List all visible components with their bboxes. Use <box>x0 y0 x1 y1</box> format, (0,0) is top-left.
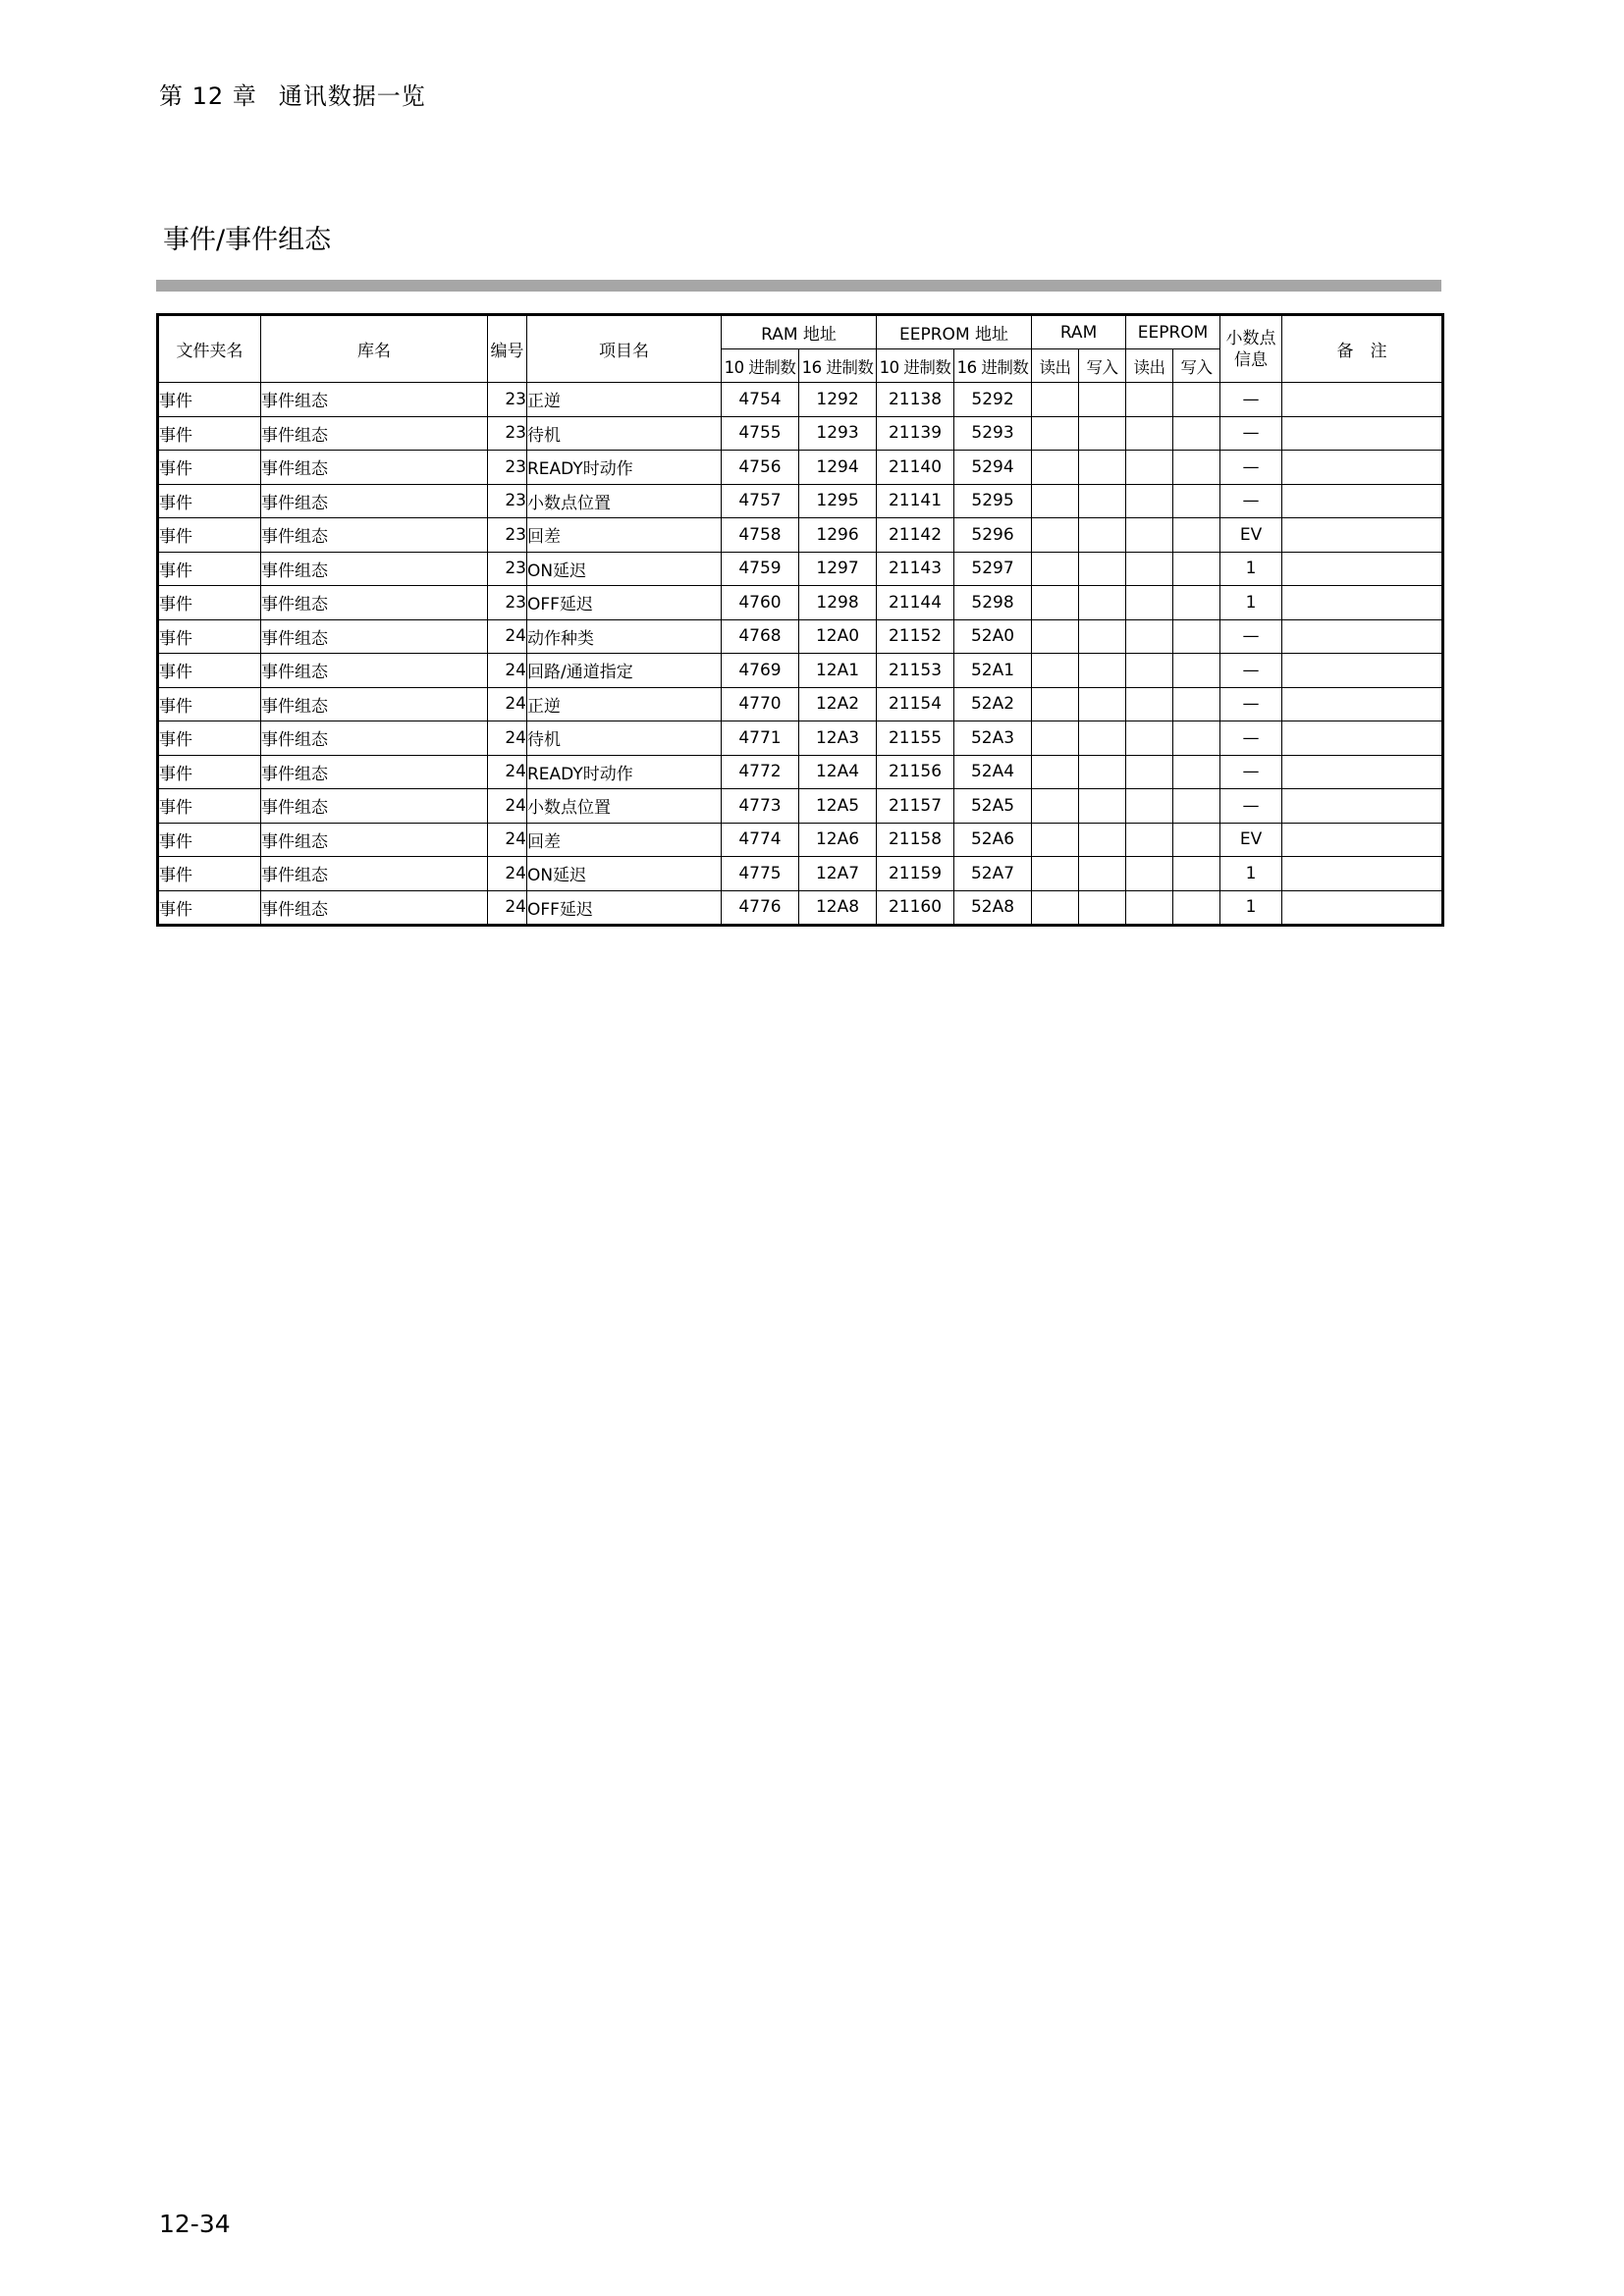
cell-eeprom-write <box>1173 451 1220 485</box>
cell-item: 小数点位置 <box>527 789 722 824</box>
cell-ram-hex: 1292 <box>799 383 877 417</box>
header-eeprom: EEPROM <box>1126 315 1220 349</box>
cell-eeprom-hex: 5298 <box>954 586 1032 620</box>
cell-item: 动作种类 <box>527 619 722 654</box>
table-row <box>158 755 1443 789</box>
cell-item: 小数点位置 <box>527 484 722 518</box>
cell-remarks <box>1282 823 1443 857</box>
cell-number: 24 <box>488 687 527 721</box>
cell-ram-hex: 1296 <box>799 518 877 553</box>
cell-number: 24 <box>488 857 527 891</box>
header-number: 编号 <box>488 315 527 383</box>
cell-eeprom-write <box>1173 654 1220 688</box>
cell-number: 24 <box>488 654 527 688</box>
cell-ram-dec: 4757 <box>722 484 799 518</box>
cell-eeprom-read <box>1126 383 1173 417</box>
cell-ram-read <box>1032 619 1079 654</box>
cell-ram-hex: 12A1 <box>799 654 877 688</box>
cell-number: 24 <box>488 721 527 756</box>
cell-ram-dec: 4754 <box>722 383 799 417</box>
cell-eeprom-read <box>1126 586 1173 620</box>
cell-item: READY时动作 <box>527 755 722 789</box>
cell-library: 事件组态 <box>261 619 488 654</box>
cell-item: ON延迟 <box>527 552 722 586</box>
cell-eeprom-read <box>1126 823 1173 857</box>
header-ram-address: RAM 地址 <box>722 315 877 349</box>
cell-ram-write <box>1079 518 1126 553</box>
cell-ram-read <box>1032 857 1079 891</box>
cell-ram-write <box>1079 586 1126 620</box>
table-row <box>158 789 1443 824</box>
cell-ram-write <box>1079 857 1126 891</box>
cell-ram-hex: 12A5 <box>799 789 877 824</box>
cell-decimal-info: 1 <box>1220 890 1282 926</box>
header-folder: 文件夹名 <box>158 315 261 383</box>
cell-remarks <box>1282 552 1443 586</box>
cell-eeprom-hex: 52A2 <box>954 687 1032 721</box>
cell-remarks <box>1282 857 1443 891</box>
cell-ram-hex: 1294 <box>799 451 877 485</box>
cell-ram-read <box>1032 416 1079 451</box>
cell-decimal-info: — <box>1220 484 1282 518</box>
cell-ram-hex: 12A0 <box>799 619 877 654</box>
cell-number: 23 <box>488 484 527 518</box>
cell-decimal-info: 1 <box>1220 552 1282 586</box>
cell-item: 待机 <box>527 721 722 756</box>
header-remarks: 备 注 <box>1282 315 1443 383</box>
cell-number: 23 <box>488 383 527 417</box>
cell-decimal-info: — <box>1220 383 1282 417</box>
cell-eeprom-dec: 21141 <box>877 484 954 518</box>
cell-eeprom-hex: 52A4 <box>954 755 1032 789</box>
cell-decimal-info: EV <box>1220 823 1282 857</box>
table-row <box>158 654 1443 688</box>
cell-remarks <box>1282 518 1443 553</box>
cell-eeprom-read <box>1126 721 1173 756</box>
table-row <box>158 721 1443 756</box>
cell-ram-dec: 4776 <box>722 890 799 926</box>
cell-ram-hex: 12A3 <box>799 721 877 756</box>
cell-eeprom-write <box>1173 687 1220 721</box>
cell-folder: 事件 <box>158 654 261 688</box>
cell-eeprom-hex: 52A0 <box>954 619 1032 654</box>
cell-folder: 事件 <box>158 687 261 721</box>
cell-item: READY时动作 <box>527 451 722 485</box>
cell-eeprom-read <box>1126 451 1173 485</box>
cell-ram-read <box>1032 755 1079 789</box>
cell-ram-hex: 1295 <box>799 484 877 518</box>
cell-ram-hex: 1293 <box>799 416 877 451</box>
cell-decimal-info: — <box>1220 654 1282 688</box>
cell-ram-dec: 4772 <box>722 755 799 789</box>
cell-ram-hex: 12A2 <box>799 687 877 721</box>
cell-item: 正逆 <box>527 687 722 721</box>
cell-eeprom-read <box>1126 552 1173 586</box>
cell-ram-read <box>1032 789 1079 824</box>
cell-ram-write <box>1079 451 1126 485</box>
cell-number: 24 <box>488 890 527 926</box>
chapter-heading <box>159 77 426 111</box>
cell-remarks <box>1282 721 1443 756</box>
cell-eeprom-hex: 52A6 <box>954 823 1032 857</box>
cell-ram-write <box>1079 789 1126 824</box>
cell-eeprom-hex: 52A1 <box>954 654 1032 688</box>
cell-library: 事件组态 <box>261 451 488 485</box>
cell-ram-hex: 1298 <box>799 586 877 620</box>
cell-ram-hex: 12A4 <box>799 755 877 789</box>
cell-ram-read <box>1032 451 1079 485</box>
cell-eeprom-dec: 21157 <box>877 789 954 824</box>
cell-library: 事件组态 <box>261 586 488 620</box>
table-row <box>158 383 1443 417</box>
cell-item: ON延迟 <box>527 857 722 891</box>
cell-eeprom-write <box>1173 721 1220 756</box>
cell-eeprom-dec: 21140 <box>877 451 954 485</box>
cell-decimal-info: — <box>1220 619 1282 654</box>
cell-eeprom-write <box>1173 890 1220 926</box>
cell-decimal-info: — <box>1220 755 1282 789</box>
cell-ram-read <box>1032 518 1079 553</box>
cell-ram-hex: 12A6 <box>799 823 877 857</box>
header-item: 项目名 <box>527 315 722 383</box>
cell-eeprom-hex: 52A3 <box>954 721 1032 756</box>
cell-ram-dec: 4768 <box>722 619 799 654</box>
cell-remarks <box>1282 383 1443 417</box>
cell-ram-dec: 4758 <box>722 518 799 553</box>
cell-library: 事件组态 <box>261 823 488 857</box>
cell-folder: 事件 <box>158 518 261 553</box>
table-body <box>158 383 1443 926</box>
table-row <box>158 416 1443 451</box>
chapter-title: 通讯数据一览 <box>278 82 426 110</box>
table-row <box>158 552 1443 586</box>
cell-item: 回路/通道指定 <box>527 654 722 688</box>
cell-decimal-info: EV <box>1220 518 1282 553</box>
cell-eeprom-read <box>1126 789 1173 824</box>
cell-library: 事件组态 <box>261 552 488 586</box>
cell-item: OFF延迟 <box>527 890 722 926</box>
cell-item: 正逆 <box>527 383 722 417</box>
cell-number: 23 <box>488 552 527 586</box>
table-row <box>158 586 1443 620</box>
cell-ram-dec: 4774 <box>722 823 799 857</box>
header-eeprom-write: 写入 <box>1173 349 1220 383</box>
cell-ram-dec: 4756 <box>722 451 799 485</box>
header-eeprom-address: EEPROM 地址 <box>877 315 1032 349</box>
cell-decimal-info: — <box>1220 451 1282 485</box>
cell-ram-write <box>1079 755 1126 789</box>
table-row <box>158 518 1443 553</box>
header-ram: RAM <box>1032 315 1126 349</box>
cell-folder: 事件 <box>158 383 261 417</box>
cell-ram-read <box>1032 654 1079 688</box>
table-row <box>158 619 1443 654</box>
table-row <box>158 451 1443 485</box>
header-ram-write: 写入 <box>1079 349 1126 383</box>
cell-eeprom-dec: 21139 <box>877 416 954 451</box>
cell-eeprom-dec: 21142 <box>877 518 954 553</box>
cell-decimal-info: 1 <box>1220 857 1282 891</box>
cell-ram-dec: 4769 <box>722 654 799 688</box>
cell-item: OFF延迟 <box>527 586 722 620</box>
cell-decimal-info: — <box>1220 721 1282 756</box>
header-decimal-info-line1: 小数点 <box>1225 328 1276 348</box>
header-ram-hex: 16 进制数 <box>799 349 877 383</box>
cell-eeprom-hex: 52A8 <box>954 890 1032 926</box>
cell-eeprom-write <box>1173 416 1220 451</box>
cell-remarks <box>1282 755 1443 789</box>
cell-library: 事件组态 <box>261 484 488 518</box>
cell-remarks <box>1282 654 1443 688</box>
cell-library: 事件组态 <box>261 654 488 688</box>
cell-ram-read <box>1032 823 1079 857</box>
header-ram-dec: 10 进制数 <box>722 349 799 383</box>
cell-ram-read <box>1032 484 1079 518</box>
cell-item: 回差 <box>527 518 722 553</box>
cell-eeprom-dec: 21152 <box>877 619 954 654</box>
cell-library: 事件组态 <box>261 755 488 789</box>
cell-ram-read <box>1032 552 1079 586</box>
header-eeprom-dec: 10 进制数 <box>877 349 954 383</box>
header-eeprom-hex: 16 进制数 <box>954 349 1032 383</box>
table-row <box>158 823 1443 857</box>
cell-library: 事件组态 <box>261 416 488 451</box>
cell-ram-dec: 4759 <box>722 552 799 586</box>
cell-eeprom-read <box>1126 857 1173 891</box>
cell-ram-read <box>1032 687 1079 721</box>
cell-ram-write <box>1079 721 1126 756</box>
cell-decimal-info: 1 <box>1220 586 1282 620</box>
cell-eeprom-write <box>1173 586 1220 620</box>
cell-number: 24 <box>488 619 527 654</box>
cell-eeprom-dec: 21154 <box>877 687 954 721</box>
cell-ram-dec: 4775 <box>722 857 799 891</box>
cell-number: 23 <box>488 586 527 620</box>
cell-eeprom-hex: 5293 <box>954 416 1032 451</box>
cell-decimal-info: — <box>1220 687 1282 721</box>
cell-ram-write <box>1079 890 1126 926</box>
cell-folder: 事件 <box>158 823 261 857</box>
cell-ram-dec: 4773 <box>722 789 799 824</box>
cell-remarks <box>1282 416 1443 451</box>
cell-eeprom-read <box>1126 890 1173 926</box>
cell-eeprom-dec: 21155 <box>877 721 954 756</box>
cell-folder: 事件 <box>158 586 261 620</box>
cell-library: 事件组态 <box>261 890 488 926</box>
cell-folder: 事件 <box>158 755 261 789</box>
cell-ram-write <box>1079 552 1126 586</box>
cell-ram-write <box>1079 416 1126 451</box>
cell-remarks <box>1282 890 1443 926</box>
cell-ram-dec: 4771 <box>722 721 799 756</box>
cell-eeprom-read <box>1126 687 1173 721</box>
chapter-label: 第 12 章 <box>159 82 257 110</box>
cell-eeprom-dec: 21153 <box>877 654 954 688</box>
cell-library: 事件组态 <box>261 518 488 553</box>
cell-decimal-info: — <box>1220 416 1282 451</box>
header-library: 库名 <box>261 315 488 383</box>
cell-eeprom-hex: 5296 <box>954 518 1032 553</box>
cell-eeprom-read <box>1126 518 1173 553</box>
cell-ram-read <box>1032 383 1079 417</box>
page-number: 12-34 <box>159 2210 231 2238</box>
cell-eeprom-write <box>1173 755 1220 789</box>
cell-eeprom-write <box>1173 857 1220 891</box>
cell-ram-read <box>1032 586 1079 620</box>
cell-ram-hex: 1297 <box>799 552 877 586</box>
cell-number: 23 <box>488 451 527 485</box>
cell-eeprom-write <box>1173 552 1220 586</box>
cell-folder: 事件 <box>158 552 261 586</box>
cell-eeprom-dec: 21138 <box>877 383 954 417</box>
cell-folder: 事件 <box>158 416 261 451</box>
cell-eeprom-write <box>1173 518 1220 553</box>
cell-eeprom-read <box>1126 484 1173 518</box>
cell-eeprom-hex: 5295 <box>954 484 1032 518</box>
cell-remarks <box>1282 586 1443 620</box>
cell-number: 24 <box>488 789 527 824</box>
cell-eeprom-write <box>1173 484 1220 518</box>
cell-ram-dec: 4755 <box>722 416 799 451</box>
section-title: 事件/事件组态 <box>163 225 332 255</box>
cell-eeprom-hex: 5294 <box>954 451 1032 485</box>
table-row <box>158 484 1443 518</box>
section-divider <box>156 280 1441 292</box>
cell-remarks <box>1282 687 1443 721</box>
cell-library: 事件组态 <box>261 687 488 721</box>
cell-remarks <box>1282 789 1443 824</box>
cell-eeprom-dec: 21144 <box>877 586 954 620</box>
table-row <box>158 857 1443 891</box>
table-row <box>158 687 1443 721</box>
cell-library: 事件组态 <box>261 721 488 756</box>
cell-library: 事件组态 <box>261 857 488 891</box>
header-ram-read: 读出 <box>1032 349 1079 383</box>
cell-ram-hex: 12A8 <box>799 890 877 926</box>
cell-folder: 事件 <box>158 451 261 485</box>
cell-ram-write <box>1079 383 1126 417</box>
cell-eeprom-dec: 21156 <box>877 755 954 789</box>
header-eeprom-read: 读出 <box>1126 349 1173 383</box>
cell-remarks <box>1282 619 1443 654</box>
cell-eeprom-read <box>1126 654 1173 688</box>
cell-eeprom-dec: 21143 <box>877 552 954 586</box>
cell-number: 23 <box>488 518 527 553</box>
cell-eeprom-read <box>1126 416 1173 451</box>
cell-eeprom-dec: 21158 <box>877 823 954 857</box>
cell-ram-write <box>1079 823 1126 857</box>
cell-remarks <box>1282 451 1443 485</box>
cell-folder: 事件 <box>158 619 261 654</box>
cell-ram-write <box>1079 687 1126 721</box>
communication-data-table <box>156 313 1444 927</box>
cell-ram-dec: 4760 <box>722 586 799 620</box>
header-row-1 <box>158 315 1443 349</box>
cell-number: 24 <box>488 823 527 857</box>
cell-library: 事件组态 <box>261 383 488 417</box>
cell-eeprom-write <box>1173 789 1220 824</box>
cell-number: 23 <box>488 416 527 451</box>
cell-ram-write <box>1079 619 1126 654</box>
cell-ram-read <box>1032 721 1079 756</box>
cell-ram-hex: 12A7 <box>799 857 877 891</box>
cell-eeprom-read <box>1126 619 1173 654</box>
cell-folder: 事件 <box>158 484 261 518</box>
cell-folder: 事件 <box>158 857 261 891</box>
cell-decimal-info: — <box>1220 789 1282 824</box>
cell-folder: 事件 <box>158 789 261 824</box>
cell-ram-dec: 4770 <box>722 687 799 721</box>
cell-ram-write <box>1079 654 1126 688</box>
header-decimal-info-line2: 信息 <box>1234 349 1269 370</box>
cell-eeprom-write <box>1173 383 1220 417</box>
cell-folder: 事件 <box>158 890 261 926</box>
cell-eeprom-read <box>1126 755 1173 789</box>
cell-eeprom-hex: 5292 <box>954 383 1032 417</box>
table-row <box>158 890 1443 926</box>
cell-item: 待机 <box>527 416 722 451</box>
cell-eeprom-hex: 5297 <box>954 552 1032 586</box>
cell-eeprom-hex: 52A5 <box>954 789 1032 824</box>
cell-eeprom-dec: 21159 <box>877 857 954 891</box>
cell-folder: 事件 <box>158 721 261 756</box>
cell-eeprom-write <box>1173 823 1220 857</box>
cell-eeprom-hex: 52A7 <box>954 857 1032 891</box>
cell-item: 回差 <box>527 823 722 857</box>
cell-ram-write <box>1079 484 1126 518</box>
cell-eeprom-dec: 21160 <box>877 890 954 926</box>
cell-number: 24 <box>488 755 527 789</box>
cell-eeprom-write <box>1173 619 1220 654</box>
cell-remarks <box>1282 484 1443 518</box>
header-decimal-info <box>1220 315 1282 383</box>
cell-library: 事件组态 <box>261 789 488 824</box>
cell-ram-read <box>1032 890 1079 926</box>
